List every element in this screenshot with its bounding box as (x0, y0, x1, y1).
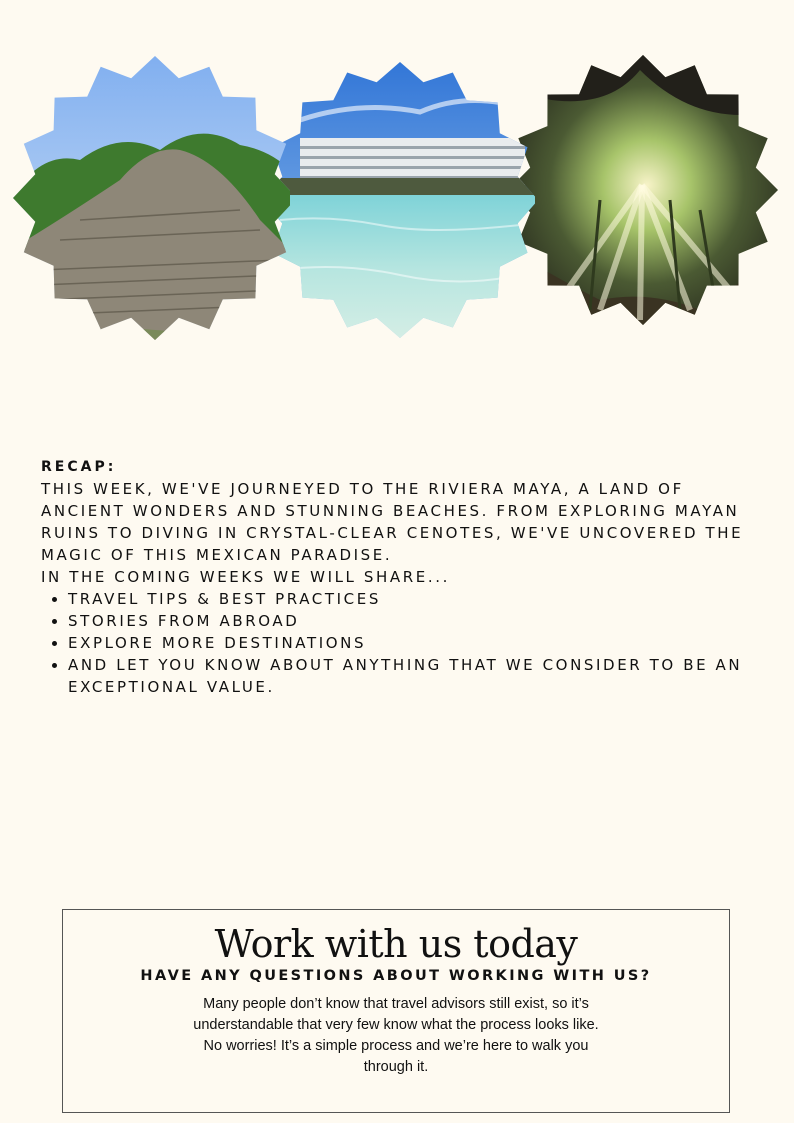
cta-subtitle: HAVE ANY QUESTIONS ABOUT WORKING WITH US? (140, 968, 652, 984)
recap-section (41, 456, 761, 698)
list-item: • AND LET YOU KNOW ABOUT ANYTHING THAT WE CONSIDER TO BE AN EXCEPTIONAL VALUE. (68, 654, 761, 698)
cta-body-paragraph: Many people don’t know that travel advisors still exist, so it’s understandable that very few know what the process looks like. (193, 996, 599, 1033)
coming-list (41, 588, 761, 698)
list-item: • STORIES FROM ABROAD (68, 610, 761, 632)
recap-paragraph: THIS WEEK, WE'VE JOURNEYED TO THE RIVIERA MAYA, A LAND OF ANCIENT WONDERS AND STUNNING BEACHES. FROM EXPLORING MAYAN RUINS TO DIVING IN CRYSTAL-CLEAR CENOTES, WE'VE UNCOVERED THE MAGIC OF THIS MEXICAN PARADISE. (41, 480, 744, 564)
photo-collage-svg (0, 50, 794, 350)
cta-title: Work with us today (214, 922, 578, 966)
coming-weeks-line: IN THE COMING WEEKS WE WILL SHARE... (41, 568, 450, 586)
cta-body (186, 994, 606, 1078)
recap-heading: RECAP: (41, 459, 117, 475)
cenote-photo (500, 50, 794, 350)
mayan-ruins-photo (10, 50, 290, 350)
resort-pool-photo (265, 50, 535, 350)
cta-body-paragraph: No worries! It’s a simple process and we’re here to walk you through it. (203, 1038, 589, 1075)
photo-collage (0, 50, 794, 350)
work-with-us-box (62, 909, 730, 1113)
list-item: • EXPLORE MORE DESTINATIONS (68, 632, 761, 654)
list-item: • TRAVEL TIPS & BEST PRACTICES (68, 588, 761, 610)
